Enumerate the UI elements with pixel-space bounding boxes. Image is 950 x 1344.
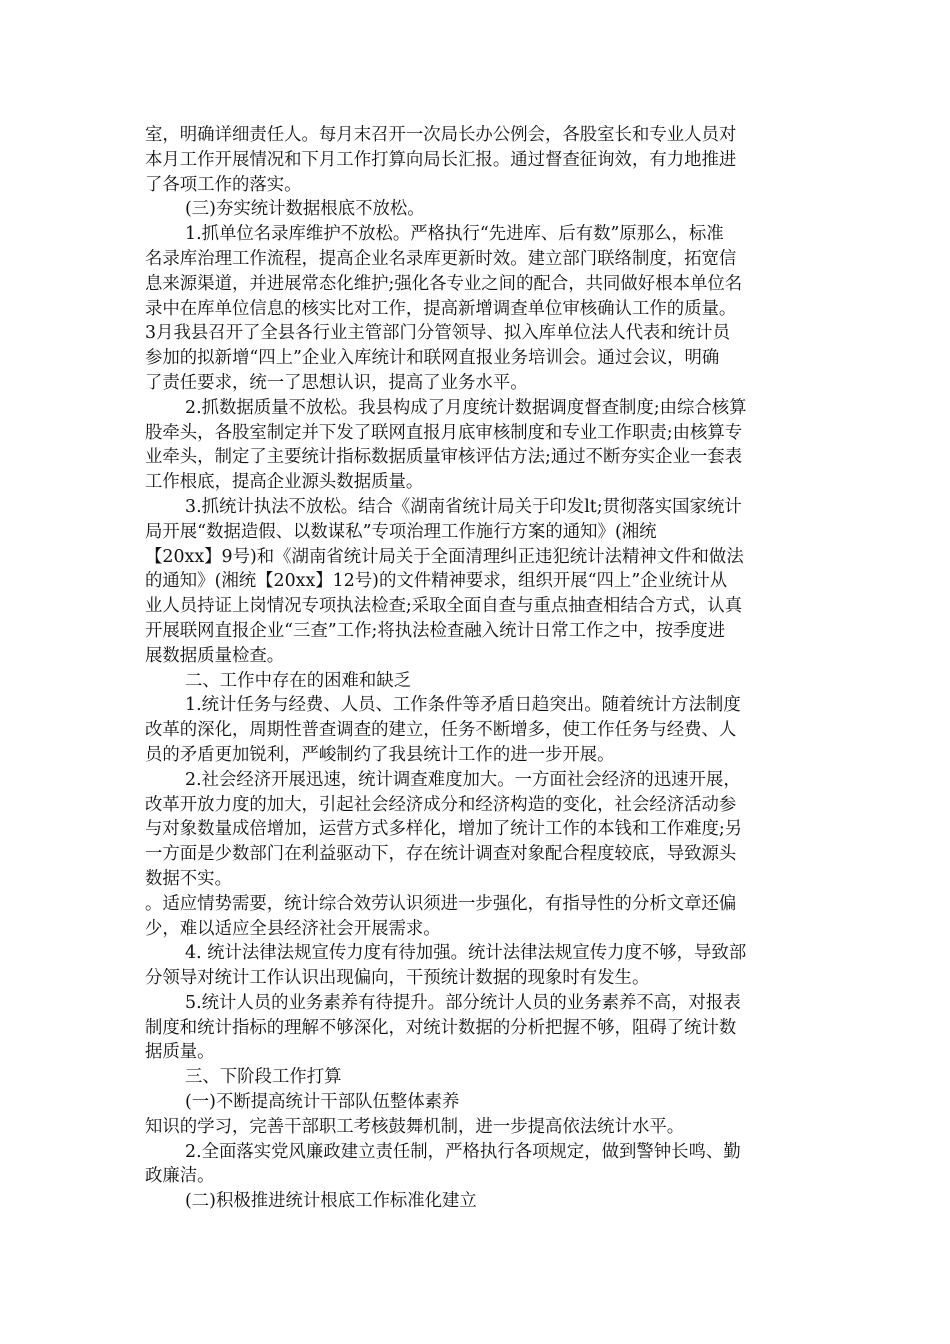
text-line: 参加的拟新增“四上”企业入库统计和联网直报业务培训会。通过会议，明确 xyxy=(145,348,720,369)
text-line: 名录库治理工作流程，提高企业名录库更新时效。建立部门联络制度，拓宽信 xyxy=(145,248,737,269)
text-line: 2.全面落实党风廉政建立责任制，严格执行各项规定，做到警钟长鸣、勤 xyxy=(185,1141,741,1162)
text-line: 开展联网直报企业“三查”工作;将执法检查融入统计日常工作之中，按季度进 xyxy=(145,620,726,641)
text-line: 的通知》(湘统【20xx】12号)的文件精神要求，组织开展“四上”企业统计从 xyxy=(145,571,728,592)
text-line: 本月工作开展情况和下月工作打算向局长汇报。通过督查征询效，有力地推进 xyxy=(145,149,737,170)
text-line: 二、工作中存在的困难和缺乏 xyxy=(185,670,412,691)
text-line: 了各项工作的落实。 xyxy=(145,174,302,195)
text-line: 与对象数量成倍增加，运营方式多样化，增加了统计工作的本钱和工作难度;另 xyxy=(145,819,743,840)
text-line: 改革开放力度的加大，引起社会经济成分和经济构造的变化，社会经济活动参 xyxy=(145,794,737,815)
text-line: 了责任要求，统一了思想认识，提高了业务水平。 xyxy=(145,372,528,393)
text-line: 1.抓单位名录库维护不放松。严格执行“先进库、后有数”原那么，标准 xyxy=(185,224,724,245)
text-line: 录中在库单位信息的核实比对工作，提高新增调查单位审核确认工作的质量。 xyxy=(145,298,737,319)
text-line: 1.统计任务与经费、人员、工作条件等矛盾日趋突出。随着统计方法制度 xyxy=(185,695,741,716)
text-line: 三、下阶段工作打算 xyxy=(185,1067,342,1088)
text-line: 2.抓数据质量不放松。我县构成了月度统计数据调度督查制度;由综合核算 xyxy=(185,397,747,418)
text-line: 展数据质量检查。 xyxy=(145,645,285,666)
text-line: 分领导对统计工作认识出现偏向，干预统计数据的现象时有发生。 xyxy=(145,968,650,989)
text-line: 一方面是少数部门在利益驱动下，存在统计调查对象配合程度较底，导致源头 xyxy=(145,844,737,865)
text-line: 员的矛盾更加锐利，严峻制约了我县统计工作的进一步开展。 xyxy=(145,744,615,765)
text-line: 业人员持证上岗情况专项执法检查;采取全面自查与重点抽查相结合方式，认真 xyxy=(145,596,743,617)
text-line: 据质量。 xyxy=(145,1042,215,1063)
text-line: 3.抓统计执法不放松。结合《湖南省统计局关于印发lt;贯彻落实国家统计 xyxy=(185,496,742,517)
text-line: (三)夯实统计数据根底不放松。 xyxy=(185,199,425,220)
document-body xyxy=(145,123,805,1214)
text-line: 政廉洁。 xyxy=(145,1166,215,1187)
text-line: 工作根底，提高企业源头数据质量。 xyxy=(145,472,424,493)
text-line: 数据不实。 xyxy=(145,868,232,889)
text-line: 息来源渠道，并进展常态化维护;强化各专业之间的配合，共同做好根本单位名 xyxy=(145,273,743,294)
text-line: 【20xx】9号)和《湖南省统计局关于全面清理纠正违犯统计法精神文件和做法 xyxy=(145,546,744,567)
text-line: 股牵头，各股室制定并下发了联网直报月底审核制度和专业工作职责;由核算专 xyxy=(145,422,743,443)
text-line: (一)不断提高统计干部队伍整体素养 xyxy=(185,1092,460,1113)
text-line: 制度和统计指标的理解不够深化，对统计数据的分析把握不够，阻碍了统计数 xyxy=(145,1017,737,1038)
text-line: 。适应情势需要，统计综合效劳认识须进一步强化，有指导性的分析文章还偏 xyxy=(145,893,737,914)
text-line: 室，明确详细责任人。每月末召开一次局长办公例会，各股室长和专业人员对 xyxy=(145,125,737,145)
text-line: 4. 统计法律法规宣传力度有待加强。统计法律法规宣传力度不够，导致部 xyxy=(185,943,747,964)
text-line: 局开展“数据造假、以数谋私”专项治理工作施行方案的通知》(湘统 xyxy=(145,521,657,542)
text-line: 少，难以适应全县经济社会开展需求。 xyxy=(145,918,441,939)
text-line: (二)积极推进统计根底工作标准化建立 xyxy=(185,1191,477,1212)
text-line: 3月我县召开了全县各行业主管部门分管领导、拟入库单位法人代表和统计员 xyxy=(145,323,730,344)
text-line: 5.统计人员的业务素养有待提升。部分统计人员的业务素养不高，对报表 xyxy=(185,992,741,1013)
text-line: 业牵头，制定了主要统计指标数据质量审核评估方法;通过不断夯实企业一套表 xyxy=(145,447,743,468)
text-line: 2.社会经济开展迅速，统计调查难度加大。一方面社会经济的迅速开展， xyxy=(185,769,741,790)
text-line: 知识的学习，完善干部职工考核鼓舞机制，进一步提高依法统计水平。 xyxy=(145,1116,685,1137)
text-line: 改革的深化，周期性普查调查的建立，任务不断增多，使工作任务与经费、人 xyxy=(145,720,737,741)
